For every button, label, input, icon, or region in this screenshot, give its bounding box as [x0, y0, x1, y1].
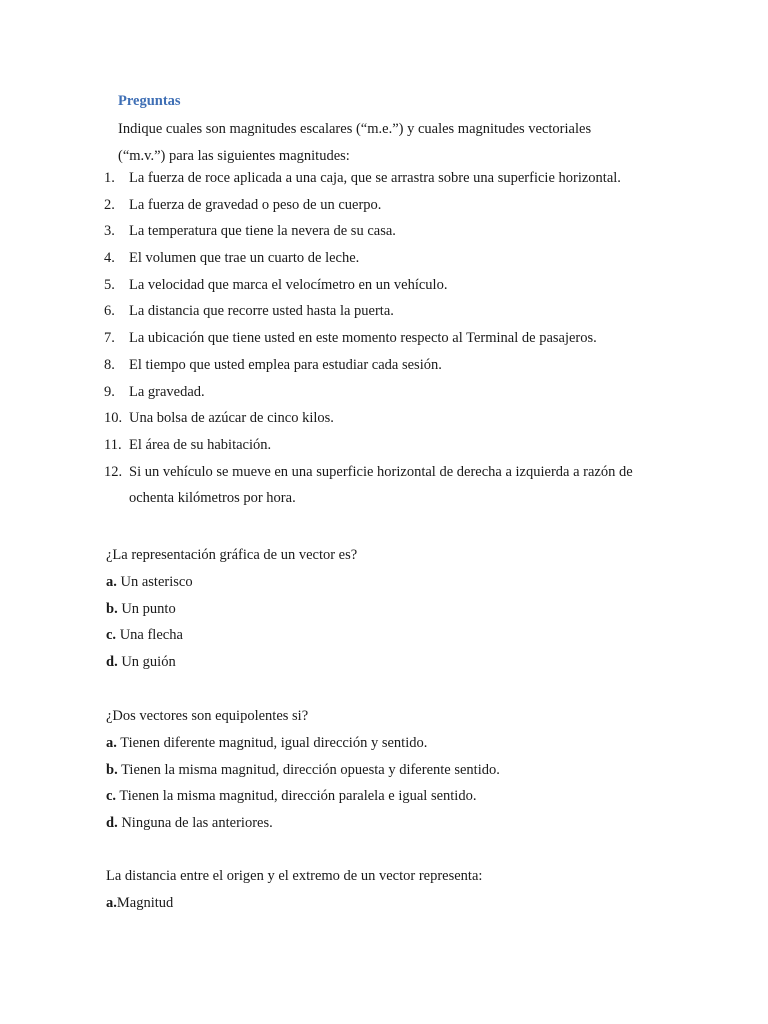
question-vector-distance [106, 863, 726, 917]
list-item-number: 2. [104, 196, 115, 213]
list-item-number: 6. [104, 303, 115, 320]
list-item [0, 437, 768, 464]
list-item-text: La gravedad. [129, 383, 205, 400]
list-item [0, 170, 768, 197]
option-letter: d. [106, 815, 118, 832]
list-item-text: Si un vehículo se mueve en una superficie horizontal de derecha a izquierda a razón de [129, 463, 633, 480]
option-letter: b. [106, 761, 118, 778]
answer-option [106, 730, 726, 757]
list-item [0, 357, 768, 384]
option-letter: b. [106, 600, 118, 617]
answer-option [106, 649, 726, 676]
list-item-continuation [0, 490, 768, 517]
list-item [0, 197, 768, 224]
list-item-number: 12. [104, 463, 123, 480]
list-item-number: 10. [104, 410, 123, 427]
list-item-number: 9. [104, 383, 115, 400]
list-item [0, 303, 768, 330]
option-letter: a. [106, 894, 117, 911]
option-letter: a. [106, 734, 117, 751]
magnitudes-list [0, 170, 768, 517]
list-item [0, 330, 768, 357]
list-item [0, 250, 768, 277]
list-item-number: 4. [104, 250, 115, 267]
intro-paragraph [118, 116, 678, 170]
option-letter: d. [106, 654, 118, 671]
intro-line-1: Indique cuales son magnitudes escalares (“m.e.”) y cuales magnitudes vectoriales [118, 121, 592, 137]
option-text: Un guión [117, 654, 176, 671]
intro-line-2: (“m.v.”) para las siguientes magnitudes: [118, 148, 350, 164]
list-item [0, 464, 768, 491]
question-text: La distancia entre el origen y el extremo de un vector representa: [106, 868, 483, 884]
list-item-number: 1. [104, 170, 115, 186]
option-text: Tienen diferente magnitud, igual dirección y sentido. [116, 734, 428, 751]
question-equipolent-vectors [106, 703, 726, 837]
option-text: Ninguna de las anteriores. [117, 815, 273, 832]
answer-option [106, 783, 726, 810]
list-item-text: El tiempo que usted emplea para estudiar cada sesión. [129, 356, 442, 373]
list-item-text: La fuerza de roce aplicada a una caja, que se arrastra sobre una superficie horizontal. [129, 170, 621, 186]
option-letter: c. [106, 788, 117, 805]
list-item [0, 384, 768, 411]
list-item-number: 5. [104, 276, 115, 293]
list-item-text: La fuerza de gravedad o peso de un cuerpo. [129, 196, 382, 213]
list-item-text: La velocidad que marca el velocímetro en un vehículo. [129, 276, 448, 293]
list-item-text-continued: ochenta kilómetros por hora. [129, 490, 296, 507]
list-item-number: 8. [104, 356, 115, 373]
list-item [0, 277, 768, 304]
option-text: Una flecha [116, 627, 183, 644]
option-text: Tienen la misma magnitud, dirección opuesta y diferente sentido. [117, 761, 500, 778]
list-item-text: La distancia que recorre usted hasta la puerta. [129, 303, 394, 320]
list-item-text: El área de su habitación. [129, 436, 272, 453]
list-item-text: La temperatura que tiene la nevera de su casa. [129, 223, 396, 240]
option-text: Un punto [117, 600, 176, 617]
option-text: Magnitud [116, 894, 174, 911]
answer-option [106, 596, 726, 623]
list-item-text: La ubicación que tiene usted en este momento respecto al Terminal de pasajeros. [129, 330, 597, 347]
option-letter: c. [106, 627, 117, 644]
option-letter: a. [106, 573, 117, 590]
list-item-number: 11. [104, 436, 122, 453]
list-item-number: 3. [104, 223, 115, 240]
list-item [0, 410, 768, 437]
list-item-text: Una bolsa de azúcar de cinco kilos. [129, 410, 334, 427]
list-item-text: El volumen que trae un cuarto de leche. [129, 250, 360, 267]
option-text: Un asterisco [116, 573, 193, 590]
section-heading: Preguntas [118, 93, 181, 109]
list-item-number: 7. [104, 330, 115, 347]
list-item [0, 223, 768, 250]
answer-option [106, 622, 726, 649]
question-vector-representation [106, 542, 726, 676]
answer-option [106, 569, 726, 596]
answer-option [106, 810, 726, 837]
answer-option [106, 757, 726, 784]
question-text: ¿Dos vectores son equipolentes si? [106, 708, 309, 724]
question-text: ¿La representación gráfica de un vector es? [106, 547, 358, 563]
option-text: Tienen la misma magnitud, dirección paralela e igual sentido. [116, 788, 477, 805]
answer-option [106, 890, 726, 917]
